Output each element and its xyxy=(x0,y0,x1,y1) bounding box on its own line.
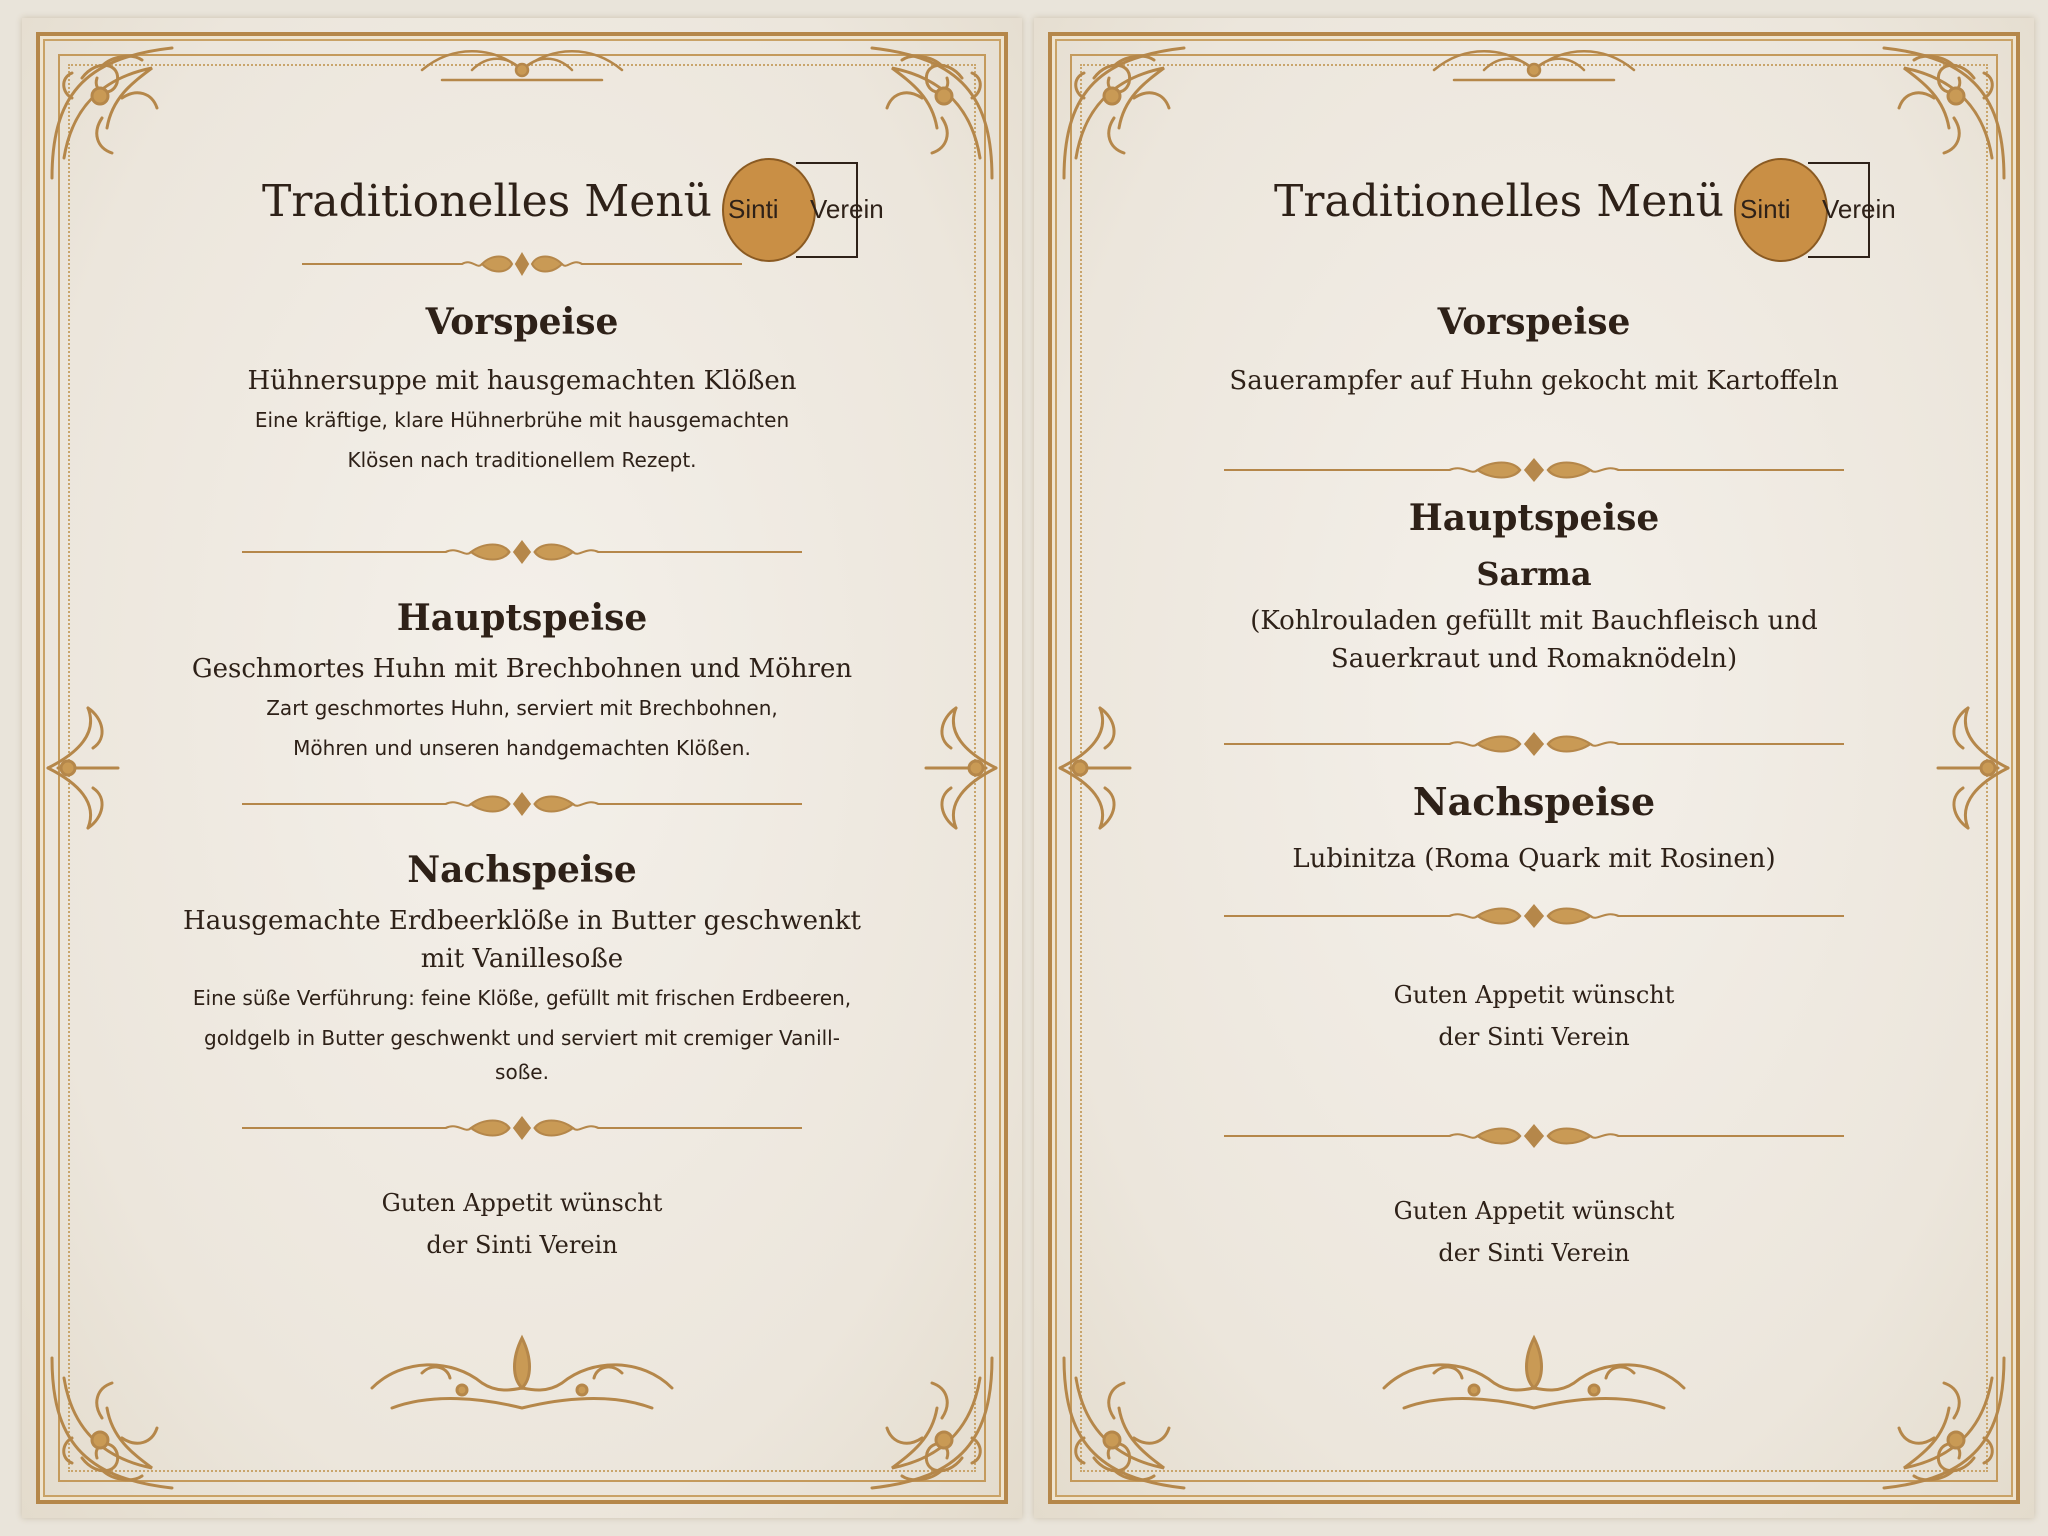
section-heading: Hauptspeise xyxy=(1408,497,1660,539)
dish-description: Eine kräftige, klare Hühnerbrühe mit hausgemachten xyxy=(254,408,790,432)
section-nachspeise xyxy=(22,848,1022,1086)
dish-description: goldgelb in Butter geschwenkt und serviert mit cremiger Vanill- xyxy=(204,1026,840,1050)
dish-name: Sauerampfer auf Huhn gekocht mit Kartoffeln xyxy=(1229,366,1839,396)
divider-flourish-icon xyxy=(1224,1124,1844,1148)
closing-message xyxy=(1034,1190,2034,1274)
menu-title: Traditionelles Menü xyxy=(1274,176,1724,227)
corner-flourish-icon xyxy=(1054,1348,1204,1498)
dish-description: (Kohlrouladen gefüllt mit Bauchfleisch und xyxy=(1250,606,1818,636)
section-vorspeise xyxy=(1034,300,2034,400)
closing-line: Guten Appetit wünscht xyxy=(1393,981,1675,1009)
dish-description: Eine süße Verführung: feine Klöße, gefüllt mit frischen Erdbeeren, xyxy=(192,986,852,1010)
section-heading: Nachspeise xyxy=(407,849,637,891)
dish-name: Lubinitza (Roma Quark mit Rosinen) xyxy=(1292,844,1776,874)
corner-flourish-icon xyxy=(42,1348,192,1498)
section-heading: Nachspeise xyxy=(1412,779,1656,824)
divider-flourish-icon xyxy=(242,1116,802,1140)
menu-header xyxy=(22,158,1022,248)
closing-line: der Sinti Verein xyxy=(426,1231,618,1259)
closing-line: Guten Appetit wünscht xyxy=(381,1189,663,1217)
section-hauptspeise xyxy=(1034,496,2034,678)
closing-message xyxy=(22,1182,1022,1266)
dish-name: Hausgemachte Erdbeerklöße in Butter geschwenkt xyxy=(183,906,861,936)
section-vorspeise xyxy=(22,300,1022,480)
closing-line: der Sinti Verein xyxy=(1438,1023,1630,1051)
logo-text-sinti: Sinti xyxy=(728,194,779,224)
dish-description: Sauerkraut und Romaknödeln) xyxy=(1330,644,1738,674)
corner-flourish-icon xyxy=(1864,1348,2014,1498)
sinti-verein-logo xyxy=(1724,158,1896,258)
divider-flourish-icon xyxy=(302,252,742,276)
menu-title: Traditionelles Menü xyxy=(262,176,712,227)
closing-message xyxy=(1034,974,2034,1058)
dish-name: mit Vanillesoße xyxy=(420,944,624,974)
dish-description: Klösen nach traditionellem Rezept. xyxy=(347,448,697,472)
menu-page-left xyxy=(22,18,1022,1518)
dish-description: Zart geschmortes Huhn, serviert mit Brechbohnen, xyxy=(266,696,778,720)
section-heading: Vorspeise xyxy=(425,301,619,343)
section-heading: Hauptspeise xyxy=(396,597,648,639)
dish-name: Geschmortes Huhn mit Brechbohnen und Möhren xyxy=(191,654,853,684)
dish-description: Möhren und unseren handgemachten Klößen. xyxy=(293,736,751,760)
closing-line: der Sinti Verein xyxy=(1438,1239,1630,1267)
menu-page-right xyxy=(1034,18,2034,1518)
section-hauptspeise xyxy=(22,596,1022,768)
divider-flourish-icon xyxy=(1224,904,1844,928)
divider-flourish-icon xyxy=(242,792,802,816)
dish-name: Hühnersuppe mit hausgemachten Klößen xyxy=(247,366,797,396)
logo-text-sinti: Sinti xyxy=(1740,194,1791,224)
logo-text-verein: Verein xyxy=(810,194,884,224)
logo-text-verein: Verein xyxy=(1822,194,1896,224)
section-nachspeise xyxy=(1034,780,2034,878)
top-crest-icon xyxy=(412,40,632,90)
closing-line: Guten Appetit wünscht xyxy=(1393,1197,1675,1225)
dish-name: Sarma xyxy=(1476,555,1592,593)
menu-header xyxy=(1034,158,2034,248)
bottom-crest-icon xyxy=(1374,1328,1694,1428)
section-heading: Vorspeise xyxy=(1437,301,1631,343)
divider-flourish-icon xyxy=(1224,458,1844,482)
top-crest-icon xyxy=(1424,40,1644,90)
corner-flourish-icon xyxy=(852,1348,1002,1498)
divider-flourish-icon xyxy=(1224,732,1844,756)
sinti-verein-logo xyxy=(712,158,884,258)
bottom-crest-icon xyxy=(362,1328,682,1428)
divider-flourish-icon xyxy=(242,540,802,564)
dish-description: soße. xyxy=(495,1060,549,1084)
